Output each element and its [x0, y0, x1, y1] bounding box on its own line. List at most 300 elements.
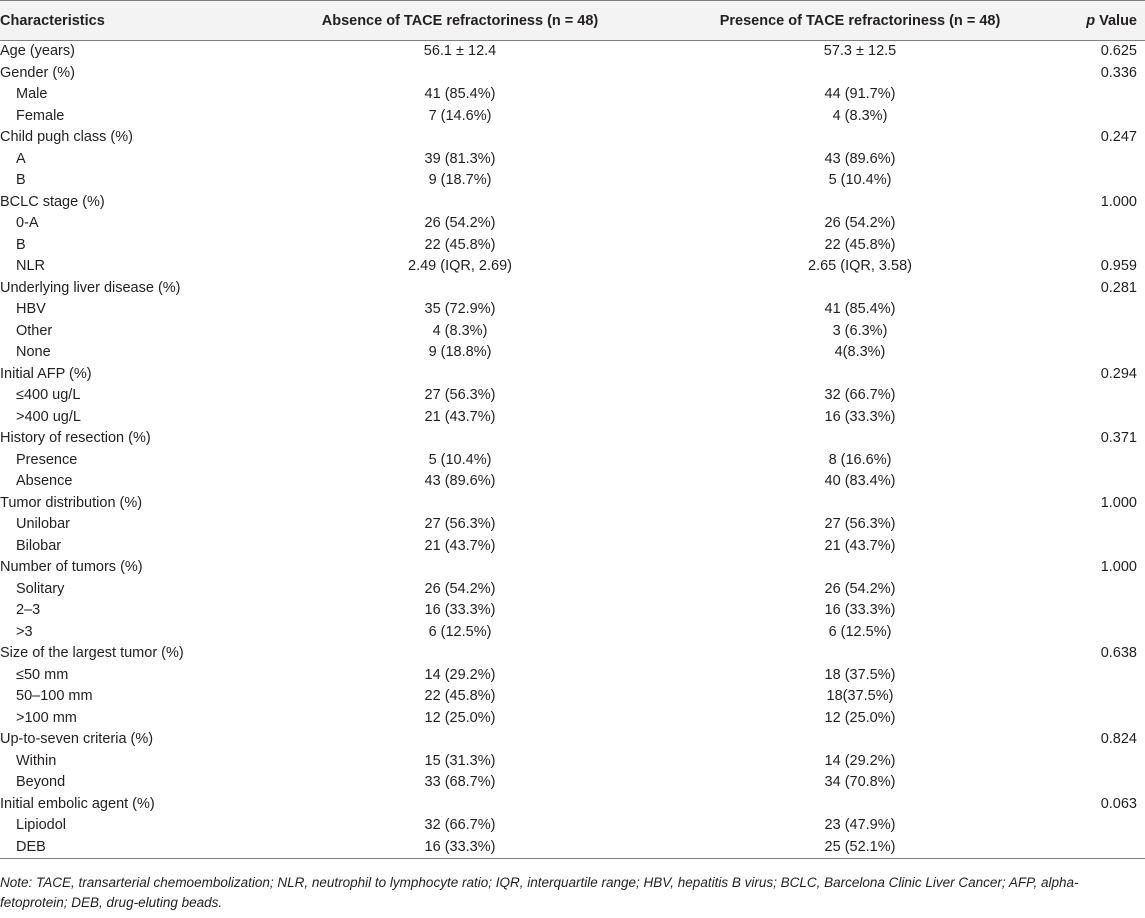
- row-label: 50–100 mm: [16, 688, 93, 704]
- row-label-cell: [0, 557, 260, 579]
- table-row: [0, 557, 1145, 579]
- row-absence-value: 4 (8.3%): [432, 322, 488, 339]
- row-absence-value: 12 (25.0%): [424, 709, 496, 726]
- row-absence-value-cell: [260, 536, 660, 558]
- row-label-cell: [0, 321, 260, 343]
- row-absence-value-cell: [260, 708, 660, 730]
- row-absence-value-cell: [260, 213, 660, 235]
- table-row: [0, 471, 1145, 493]
- row-p-value-cell: [1060, 708, 1145, 730]
- row-absence-value-cell: [260, 278, 660, 300]
- row-absence-value-cell: [260, 192, 660, 214]
- row-presence-value-cell: [660, 84, 1060, 106]
- row-label-cell: [0, 579, 260, 601]
- table-row: [0, 729, 1145, 751]
- row-absence-value: 39 (81.3%): [424, 150, 496, 167]
- header-p-value: [1060, 1, 1145, 41]
- row-p-value-cell: [1060, 772, 1145, 794]
- row-p-value-cell: [1060, 428, 1145, 450]
- row-label: Beyond: [16, 774, 66, 790]
- row-presence-value-cell: [660, 708, 1060, 730]
- row-label: >100 mm: [16, 709, 77, 726]
- row-label-cell: [0, 41, 260, 63]
- table-row: [0, 815, 1145, 837]
- row-label: Initial embolic agent (%): [0, 795, 155, 812]
- row-p-value-cell: [1060, 192, 1145, 214]
- table-row: [0, 686, 1145, 708]
- row-presence-value: 26 (54.2%): [824, 580, 896, 597]
- row-presence-value: 6 (12.5%): [828, 623, 892, 640]
- table-row: [0, 106, 1145, 128]
- row-absence-value-cell: [260, 622, 660, 644]
- row-presence-value-cell: [660, 557, 1060, 579]
- row-absence-value: 5 (10.4%): [428, 451, 492, 468]
- row-label-cell: [0, 536, 260, 558]
- row-absence-value-cell: [260, 321, 660, 343]
- row-presence-value: 12 (25.0%): [824, 709, 896, 726]
- row-presence-value-cell: [660, 471, 1060, 493]
- table-row: [0, 84, 1145, 106]
- row-p-value-cell: [1060, 170, 1145, 192]
- row-absence-value-cell: [260, 170, 660, 192]
- row-label: Gender (%): [0, 64, 75, 81]
- row-absence-value-cell: [260, 364, 660, 386]
- row-label-cell: [0, 299, 260, 321]
- row-p-value: 0.638: [1100, 645, 1137, 661]
- row-absence-value-cell: [260, 428, 660, 450]
- row-label: A: [16, 150, 26, 167]
- row-presence-value: 43 (89.6%): [824, 150, 896, 167]
- row-label-cell: [0, 213, 260, 235]
- table-row: [0, 450, 1145, 472]
- row-presence-value-cell: [660, 600, 1060, 622]
- row-absence-value-cell: [260, 837, 660, 859]
- row-presence-value-cell: [660, 63, 1060, 85]
- row-presence-value-cell: [660, 686, 1060, 708]
- row-label-cell: [0, 278, 260, 300]
- row-label: Child pugh class (%): [0, 129, 133, 145]
- row-p-value-cell: [1060, 450, 1145, 472]
- row-p-value-cell: [1060, 686, 1145, 708]
- row-presence-value: 32 (66.7%): [824, 387, 896, 403]
- row-p-value-cell: [1060, 127, 1145, 149]
- row-label: Lipiodol: [16, 817, 66, 833]
- row-presence-value-cell: [660, 385, 1060, 407]
- table-row: [0, 514, 1145, 536]
- row-p-value-cell: [1060, 106, 1145, 128]
- row-absence-value-cell: [260, 579, 660, 601]
- row-label-cell: [0, 127, 260, 149]
- row-label: Initial AFP (%): [0, 365, 92, 382]
- row-absence-value: 27 (56.3%): [424, 516, 496, 532]
- row-presence-value: 18(37.5%): [826, 688, 894, 704]
- row-label: Male: [16, 86, 48, 102]
- row-label-cell: [0, 385, 260, 407]
- row-absence-value-cell: [260, 557, 660, 579]
- row-label: DEB: [16, 838, 46, 855]
- row-label-cell: [0, 428, 260, 450]
- row-label: NLR: [16, 258, 46, 274]
- row-p-value-cell: [1060, 837, 1145, 859]
- table-row: [0, 428, 1145, 450]
- row-absence-value-cell: [260, 729, 660, 751]
- row-label: Age (years): [0, 43, 75, 59]
- row-presence-value: 8 (16.6%): [828, 451, 892, 468]
- row-presence-value: 40 (83.4%): [824, 473, 896, 489]
- row-label: Female: [16, 107, 65, 124]
- row-presence-value-cell: [660, 235, 1060, 257]
- row-absence-value: 6 (12.5%): [428, 623, 492, 640]
- row-presence-value-cell: [660, 407, 1060, 429]
- row-presence-value-cell: [660, 794, 1060, 816]
- table-row: [0, 256, 1145, 278]
- row-presence-value: 18 (37.5%): [824, 666, 896, 683]
- table-row: [0, 213, 1145, 235]
- table-header: [0, 1, 1145, 41]
- row-absence-value: 35 (72.9%): [424, 301, 496, 317]
- row-label: Within: [16, 752, 57, 769]
- table-row: [0, 342, 1145, 364]
- table-row: [0, 385, 1145, 407]
- row-label-cell: [0, 170, 260, 192]
- row-label: 2–3: [16, 602, 41, 618]
- row-p-value: 0.063: [1100, 795, 1137, 812]
- header-row: [0, 1, 1145, 41]
- row-p-value-cell: [1060, 84, 1145, 106]
- header-p-italic: p: [1086, 12, 1096, 29]
- row-label-cell: [0, 471, 260, 493]
- row-p-value-cell: [1060, 364, 1145, 386]
- row-p-value: 0.281: [1100, 279, 1137, 296]
- row-label-cell: [0, 751, 260, 773]
- row-presence-value-cell: [660, 321, 1060, 343]
- row-label-cell: [0, 192, 260, 214]
- row-label: History of resection (%): [0, 430, 151, 446]
- row-presence-value: 41 (85.4%): [824, 301, 896, 317]
- row-label-cell: [0, 63, 260, 85]
- table-row: [0, 170, 1145, 192]
- row-presence-value: 4(8.3%): [834, 344, 886, 360]
- row-absence-value-cell: [260, 686, 660, 708]
- row-absence-value: 21 (43.7%): [424, 408, 496, 425]
- row-label: B: [16, 236, 26, 253]
- table-row: [0, 708, 1145, 730]
- row-presence-value-cell: [660, 450, 1060, 472]
- row-label: Absence: [16, 473, 73, 489]
- table-row: [0, 41, 1145, 63]
- row-presence-value-cell: [660, 493, 1060, 515]
- row-p-value-cell: [1060, 751, 1145, 773]
- row-presence-value-cell: [660, 342, 1060, 364]
- row-presence-value-cell: [660, 579, 1060, 601]
- row-presence-value-cell: [660, 170, 1060, 192]
- row-label-cell: [0, 729, 260, 751]
- row-presence-value: 22 (45.8%): [824, 236, 896, 253]
- row-p-value-cell: [1060, 600, 1145, 622]
- row-absence-value-cell: [260, 299, 660, 321]
- row-presence-value: 21 (43.7%): [824, 537, 896, 554]
- row-label-cell: [0, 407, 260, 429]
- row-presence-value: 16 (33.3%): [824, 408, 896, 425]
- row-presence-value-cell: [660, 213, 1060, 235]
- row-label: ≤50 mm: [16, 666, 69, 683]
- row-p-value: 0.959: [1100, 258, 1137, 274]
- table-row: [0, 149, 1145, 171]
- table-row: [0, 63, 1145, 85]
- row-presence-value-cell: [660, 729, 1060, 751]
- row-p-value-cell: [1060, 643, 1145, 665]
- row-presence-value: 27 (56.3%): [824, 516, 896, 532]
- row-absence-value: 43 (89.6%): [424, 473, 496, 489]
- table-row: [0, 299, 1145, 321]
- row-absence-value: 33 (68.7%): [424, 774, 496, 790]
- row-presence-value-cell: [660, 514, 1060, 536]
- row-absence-value-cell: [260, 493, 660, 515]
- table-row: [0, 579, 1145, 601]
- row-label-cell: [0, 493, 260, 515]
- row-presence-value-cell: [660, 41, 1060, 63]
- table-row: [0, 536, 1145, 558]
- row-absence-value-cell: [260, 643, 660, 665]
- row-presence-value: 25 (52.1%): [824, 838, 896, 855]
- row-p-value: 1.000: [1100, 494, 1137, 511]
- table-row: [0, 364, 1145, 386]
- row-absence-value-cell: [260, 256, 660, 278]
- row-absence-value: 9 (18.8%): [428, 344, 492, 360]
- row-p-value: 1.000: [1100, 193, 1137, 210]
- row-label: None: [16, 344, 51, 360]
- row-absence-value-cell: [260, 235, 660, 257]
- row-p-value-cell: [1060, 278, 1145, 300]
- row-absence-value: 16 (33.3%): [424, 838, 496, 855]
- row-presence-value-cell: [660, 106, 1060, 128]
- row-p-value-cell: [1060, 665, 1145, 687]
- table-row: [0, 794, 1145, 816]
- row-presence-value-cell: [660, 665, 1060, 687]
- row-presence-value-cell: [660, 192, 1060, 214]
- row-p-value-cell: [1060, 622, 1145, 644]
- row-presence-value: 14 (29.2%): [824, 752, 896, 769]
- row-label-cell: [0, 772, 260, 794]
- row-label: >3: [16, 623, 33, 640]
- row-presence-value: 44 (91.7%): [824, 86, 896, 102]
- row-presence-value-cell: [660, 536, 1060, 558]
- row-p-value-cell: [1060, 213, 1145, 235]
- row-label: Solitary: [16, 580, 65, 597]
- row-presence-value: 23 (47.9%): [824, 817, 896, 833]
- table-row: [0, 643, 1145, 665]
- table-row: [0, 407, 1145, 429]
- row-absence-value: 21 (43.7%): [424, 537, 496, 554]
- row-label-cell: [0, 665, 260, 687]
- row-label: Number of tumors (%): [0, 559, 143, 575]
- row-p-value: 0.371: [1100, 430, 1137, 446]
- row-presence-value-cell: [660, 127, 1060, 149]
- row-absence-value: 26 (54.2%): [424, 215, 496, 231]
- row-label: Up-to-seven criteria (%): [0, 731, 154, 747]
- row-presence-value: 2.65 (IQR, 3.58): [808, 258, 912, 274]
- row-label-cell: [0, 342, 260, 364]
- row-label: Unilobar: [16, 516, 70, 532]
- row-label: >400 ug/L: [16, 408, 81, 425]
- row-p-value: 0.625: [1100, 43, 1137, 59]
- row-label-cell: [0, 106, 260, 128]
- row-p-value-cell: [1060, 493, 1145, 515]
- table-row: [0, 321, 1145, 343]
- row-absence-value: 27 (56.3%): [424, 387, 496, 403]
- row-absence-value: 22 (45.8%): [424, 688, 496, 704]
- row-absence-value-cell: [260, 385, 660, 407]
- row-label-cell: [0, 622, 260, 644]
- row-p-value-cell: [1060, 299, 1145, 321]
- row-absence-value-cell: [260, 600, 660, 622]
- table-row: [0, 837, 1145, 859]
- row-absence-value-cell: [260, 471, 660, 493]
- row-label-cell: [0, 708, 260, 730]
- row-label-cell: [0, 815, 260, 837]
- row-absence-value: 2.49 (IQR, 2.69): [408, 258, 512, 274]
- row-presence-value-cell: [660, 751, 1060, 773]
- table-note: Note: TACE, transarterial chemoembolization; NLR, neutrophil to lymphocyte ratio; IQR, interquartile range; HBV, hepatitis B virus; BCLC, Barcelona Clinic Liver Cancer; AFP, alpha-fetoprotein; DEB, drug-eluting beads.: [0, 875, 1079, 910]
- header-presence: Presence of TACE refractoriness (n = 48): [660, 1, 1060, 41]
- row-label-cell: [0, 235, 260, 257]
- row-p-value-cell: [1060, 256, 1145, 278]
- row-label-cell: [0, 794, 260, 816]
- row-absence-value: 41 (85.4%): [424, 86, 496, 102]
- row-p-value-cell: [1060, 63, 1145, 85]
- row-label: Size of the largest tumor (%): [0, 645, 184, 661]
- row-presence-value-cell: [660, 256, 1060, 278]
- row-absence-value-cell: [260, 342, 660, 364]
- row-p-value-cell: [1060, 342, 1145, 364]
- row-label: 0-A: [16, 215, 39, 231]
- row-label: ≤400 ug/L: [16, 387, 81, 403]
- row-absence-value: 7 (14.6%): [428, 107, 492, 124]
- row-p-value-cell: [1060, 321, 1145, 343]
- table-row: [0, 772, 1145, 794]
- row-absence-value-cell: [260, 794, 660, 816]
- row-absence-value-cell: [260, 450, 660, 472]
- row-p-value-cell: [1060, 41, 1145, 63]
- row-label-cell: [0, 643, 260, 665]
- row-label-cell: [0, 364, 260, 386]
- row-p-value-cell: [1060, 794, 1145, 816]
- row-absence-value-cell: [260, 514, 660, 536]
- row-label: Other: [16, 322, 53, 339]
- table-row: [0, 235, 1145, 257]
- row-presence-value-cell: [660, 815, 1060, 837]
- row-presence-value: 16 (33.3%): [824, 602, 896, 618]
- table-row: [0, 600, 1145, 622]
- row-label-cell: [0, 149, 260, 171]
- row-absence-value-cell: [260, 149, 660, 171]
- row-absence-value-cell: [260, 407, 660, 429]
- row-presence-value-cell: [660, 428, 1060, 450]
- row-presence-value: 3 (6.3%): [832, 322, 888, 339]
- row-p-value: 0.336: [1100, 64, 1137, 81]
- row-label: B: [16, 172, 26, 188]
- row-label-cell: [0, 256, 260, 278]
- row-absence-value-cell: [260, 84, 660, 106]
- row-label: Tumor distribution (%): [0, 494, 143, 511]
- row-absence-value: 9 (18.7%): [428, 172, 492, 188]
- row-p-value: 1.000: [1100, 559, 1137, 575]
- row-p-value-cell: [1060, 815, 1145, 837]
- row-absence-value-cell: [260, 772, 660, 794]
- row-label-cell: [0, 837, 260, 859]
- row-p-value: 0.824: [1100, 731, 1137, 747]
- row-label-cell: [0, 514, 260, 536]
- row-presence-value: 26 (54.2%): [824, 215, 896, 231]
- row-presence-value: 5 (10.4%): [828, 172, 892, 188]
- row-label-cell: [0, 450, 260, 472]
- row-p-value-cell: [1060, 149, 1145, 171]
- row-absence-value-cell: [260, 106, 660, 128]
- header-absence: Absence of TACE refractoriness (n = 48): [260, 1, 660, 41]
- header-p-rest: Value: [1095, 12, 1137, 29]
- row-absence-value: 16 (33.3%): [424, 602, 496, 618]
- table-row: [0, 751, 1145, 773]
- row-absence-value-cell: [260, 665, 660, 687]
- row-p-value: 0.294: [1100, 365, 1137, 382]
- row-presence-value: 4 (8.3%): [832, 107, 888, 124]
- row-presence-value: 34 (70.8%): [824, 774, 896, 790]
- row-presence-value-cell: [660, 643, 1060, 665]
- row-p-value: 0.247: [1100, 129, 1137, 145]
- row-p-value-cell: [1060, 471, 1145, 493]
- row-presence-value-cell: [660, 299, 1060, 321]
- row-presence-value-cell: [660, 772, 1060, 794]
- table-row: [0, 278, 1145, 300]
- row-label-cell: [0, 686, 260, 708]
- row-absence-value: 26 (54.2%): [424, 580, 496, 597]
- row-presence-value: 57.3 ± 12.5: [823, 43, 897, 59]
- row-absence-value-cell: [260, 815, 660, 837]
- row-absence-value: 22 (45.8%): [424, 236, 496, 253]
- row-presence-value-cell: [660, 364, 1060, 386]
- row-p-value-cell: [1060, 514, 1145, 536]
- table-row: [0, 493, 1145, 515]
- row-absence-value-cell: [260, 41, 660, 63]
- row-p-value-cell: [1060, 557, 1145, 579]
- row-label: HBV: [16, 301, 46, 317]
- row-p-value-cell: [1060, 536, 1145, 558]
- row-absence-value: 15 (31.3%): [424, 752, 496, 769]
- row-label: Presence: [16, 451, 78, 468]
- table-body: [0, 41, 1145, 859]
- row-absence-value: 32 (66.7%): [424, 817, 496, 833]
- row-absence-value-cell: [260, 751, 660, 773]
- row-presence-value-cell: [660, 622, 1060, 644]
- row-label-cell: [0, 84, 260, 106]
- header-characteristics: Characteristics: [0, 1, 260, 41]
- row-label: Bilobar: [16, 537, 62, 554]
- table-row: [0, 127, 1145, 149]
- row-p-value-cell: [1060, 407, 1145, 429]
- row-p-value-cell: [1060, 235, 1145, 257]
- row-presence-value-cell: [660, 149, 1060, 171]
- row-p-value-cell: [1060, 579, 1145, 601]
- row-absence-value: 14 (29.2%): [424, 666, 496, 683]
- row-presence-value-cell: [660, 278, 1060, 300]
- row-p-value-cell: [1060, 385, 1145, 407]
- row-absence-value: 56.1 ± 12.4: [423, 43, 497, 59]
- table-row: [0, 192, 1145, 214]
- row-absence-value-cell: [260, 63, 660, 85]
- row-label-cell: [0, 600, 260, 622]
- table-row: [0, 665, 1145, 687]
- row-presence-value-cell: [660, 837, 1060, 859]
